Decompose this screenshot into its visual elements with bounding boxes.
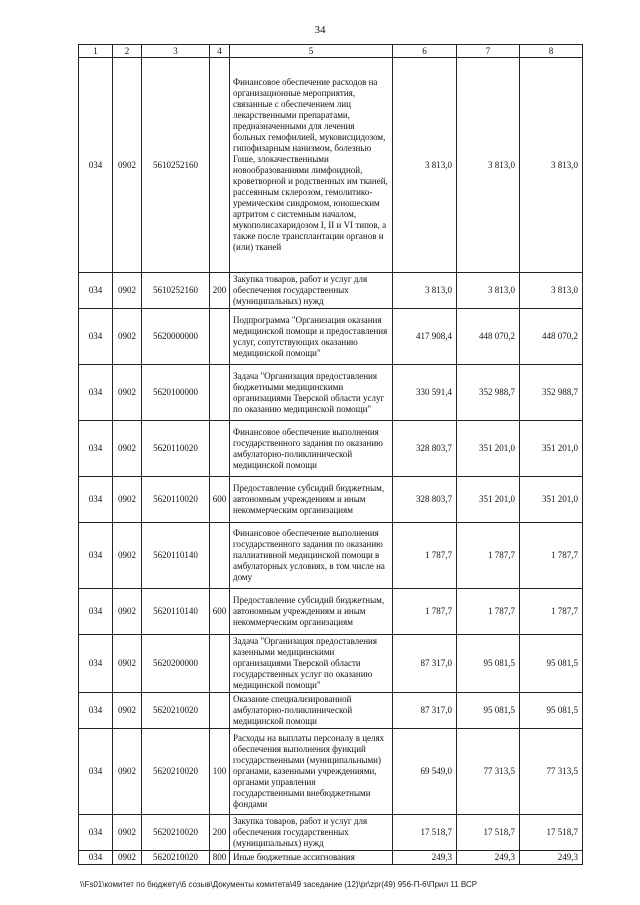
target-article-cell: 5620210020 [142,815,210,851]
amount-2021-cell: 87 317,0 [393,693,457,729]
item-name-cell: Финансовое обеспечение выполнения государственного задания по оказанию амбулаторно-поликлинической медицинской помощи [230,421,393,477]
expense-type-cell [210,365,230,421]
admin-code-cell: 034 [79,273,113,309]
amount-2022-cell: 351 201,0 [457,421,520,477]
amount-2023-cell: 77 313,5 [520,729,583,815]
table-row [79,421,583,477]
target-article-cell: 5610252160 [142,58,210,273]
section-code-cell: 0902 [113,477,142,523]
amount-2023-cell: 351 201,0 [520,477,583,523]
file-path-footer: \\Fs01\комитет по бюджету\6 созыв\Документы комитета\49 заседание (12)\pr\zpr(49) 956-П-6\Прил 11 ВСР [80,880,478,889]
admin-code-cell: 034 [79,309,113,365]
item-name-cell: Оказание специализированной амбулаторно-поликлинической медицинской помощи [230,693,393,729]
section-code-cell: 0902 [113,523,142,589]
target-article-cell: 5620110020 [142,477,210,523]
amount-2021-cell: 328 803,7 [393,421,457,477]
item-name-cell: Предоставление субсидий бюджетным, автономным учреждениям и иным некоммерческим организациям [230,589,393,635]
expense-type-cell [210,693,230,729]
amount-2021-cell: 1 787,7 [393,589,457,635]
table-row [79,365,583,421]
expense-type-cell [210,58,230,273]
table-row [79,851,583,865]
admin-code-cell: 034 [79,635,113,693]
column-number-header-row [79,45,583,58]
section-code-cell: 0902 [113,693,142,729]
amount-2022-cell: 95 081,5 [457,693,520,729]
section-code-cell: 0902 [113,421,142,477]
admin-code-cell: 034 [79,365,113,421]
item-name-cell: Финансовое обеспечение расходов на организационные мероприятия, связанные с обеспечением лиц лекарственными препаратами, предназначенными для лечения больных гемофилией, муковисцидозом, гипофизарным нанизмом, болезнью Гоше, злокачественными новообразованиями лимфоидной, кроветворной и родственных им тканей, рассеянным склерозом, гемолитико-уремическим синдромом, юношеским артритом с системным началом, мукополисахаридозом I, II и VI типов, а также после трансплантации органов и (или) тканей [230,58,393,273]
header-cell: 4 [210,45,230,58]
admin-code-cell: 034 [79,58,113,273]
expense-type-cell: 800 [210,851,230,865]
section-code-cell: 0902 [113,851,142,865]
section-code-cell: 0902 [113,815,142,851]
table-row [79,589,583,635]
amount-2021-cell: 69 549,0 [393,729,457,815]
admin-code-cell: 034 [79,851,113,865]
amount-2023-cell: 351 201,0 [520,421,583,477]
amount-2023-cell: 3 813,0 [520,273,583,309]
header-cell: 8 [520,45,583,58]
table-row [79,693,583,729]
target-article-cell: 5620000000 [142,309,210,365]
expense-type-cell [210,421,230,477]
admin-code-cell: 034 [79,815,113,851]
amount-2021-cell: 3 813,0 [393,58,457,273]
amount-2022-cell: 95 081,5 [457,635,520,693]
item-name-cell: Финансовое обеспечение выполнения государственного задания по оказанию паллиативной медицинской помощи в амбулаторных условиях, в том числе на дому [230,523,393,589]
section-code-cell: 0902 [113,635,142,693]
header-cell: 3 [142,45,210,58]
item-name-cell: Иные бюджетные ассигнования [230,851,393,865]
table-row [79,309,583,365]
admin-code-cell: 034 [79,523,113,589]
header-cell: 5 [230,45,393,58]
expense-type-cell [210,523,230,589]
table-row [79,729,583,815]
amount-2022-cell: 17 518,7 [457,815,520,851]
amount-2021-cell: 328 803,7 [393,477,457,523]
amount-2022-cell: 448 070,2 [457,309,520,365]
amount-2021-cell: 17 518,7 [393,815,457,851]
table-row [79,273,583,309]
amount-2021-cell: 1 787,7 [393,523,457,589]
expense-type-cell: 200 [210,815,230,851]
item-name-cell: Закупка товаров, работ и услуг для обеспечения государственных (муниципальных) нужд [230,815,393,851]
item-name-cell: Подпрограмма "Организация оказания медицинской помощи и предоставления услуг, сопутствующих оказанию медицинской помощи" [230,309,393,365]
amount-2021-cell: 87 317,0 [393,635,457,693]
amount-2021-cell: 330 591,4 [393,365,457,421]
header-cell: 6 [393,45,457,58]
amount-2021-cell: 3 813,0 [393,273,457,309]
amount-2023-cell: 3 813,0 [520,58,583,273]
header-cell: 7 [457,45,520,58]
target-article-cell: 5620110140 [142,523,210,589]
item-name-cell: Предоставление субсидий бюджетным, автономным учреждениям и иным некоммерческим организациям [230,477,393,523]
section-code-cell: 0902 [113,589,142,635]
target-article-cell: 5620200000 [142,635,210,693]
amount-2022-cell: 1 787,7 [457,589,520,635]
amount-2021-cell: 417 908,4 [393,309,457,365]
target-article-cell: 5620110020 [142,421,210,477]
item-name-cell: Задача "Организация предоставления казенными медицинскими организациями Тверской области государственных услуг по оказанию медицинской помощи" [230,635,393,693]
amount-2021-cell: 249,3 [393,851,457,865]
section-code-cell: 0902 [113,729,142,815]
amount-2023-cell: 17 518,7 [520,815,583,851]
target-article-cell: 5620100000 [142,365,210,421]
section-code-cell: 0902 [113,58,142,273]
amount-2022-cell: 352 988,7 [457,365,520,421]
expense-type-cell: 600 [210,589,230,635]
amount-2023-cell: 95 081,5 [520,693,583,729]
section-code-cell: 0902 [113,309,142,365]
section-code-cell: 0902 [113,273,142,309]
amount-2023-cell: 1 787,7 [520,589,583,635]
table-row [79,815,583,851]
admin-code-cell: 034 [79,729,113,815]
amount-2022-cell: 77 313,5 [457,729,520,815]
admin-code-cell: 034 [79,693,113,729]
expense-type-cell [210,309,230,365]
budget-table [78,44,583,865]
admin-code-cell: 034 [79,477,113,523]
amount-2023-cell: 352 988,7 [520,365,583,421]
admin-code-cell: 034 [79,589,113,635]
header-cell: 1 [79,45,113,58]
table-row [79,635,583,693]
item-name-cell: Расходы на выплаты персоналу в целях обеспечения выполнения функций государственными (муниципальными) органами, казенными учреждениями, органами управления государственными внебюджетными фондами [230,729,393,815]
amount-2022-cell: 249,3 [457,851,520,865]
item-name-cell: Закупка товаров, работ и услуг для обеспечения государственных (муниципальных) нужд [230,273,393,309]
section-code-cell: 0902 [113,365,142,421]
expense-type-cell: 100 [210,729,230,815]
target-article-cell: 5620210020 [142,729,210,815]
target-article-cell: 5620110140 [142,589,210,635]
table-row [79,523,583,589]
target-article-cell: 5610252160 [142,273,210,309]
page-number: 34 [314,24,326,36]
amount-2022-cell: 1 787,7 [457,523,520,589]
amount-2023-cell: 1 787,7 [520,523,583,589]
amount-2022-cell: 351 201,0 [457,477,520,523]
expense-type-cell [210,635,230,693]
expense-type-cell: 200 [210,273,230,309]
amount-2022-cell: 3 813,0 [457,273,520,309]
table-row [79,477,583,523]
item-name-cell: Задача "Организация предоставления бюджетными медицинскими организациями Тверской области услуг по оказанию медицинской помощи" [230,365,393,421]
amount-2023-cell: 249,3 [520,851,583,865]
header-cell: 2 [113,45,142,58]
target-article-cell: 5620210020 [142,851,210,865]
amount-2022-cell: 3 813,0 [457,58,520,273]
target-article-cell: 5620210020 [142,693,210,729]
admin-code-cell: 034 [79,421,113,477]
amount-2023-cell: 448 070,2 [520,309,583,365]
expense-type-cell: 600 [210,477,230,523]
amount-2023-cell: 95 081,5 [520,635,583,693]
table-row [79,58,583,273]
